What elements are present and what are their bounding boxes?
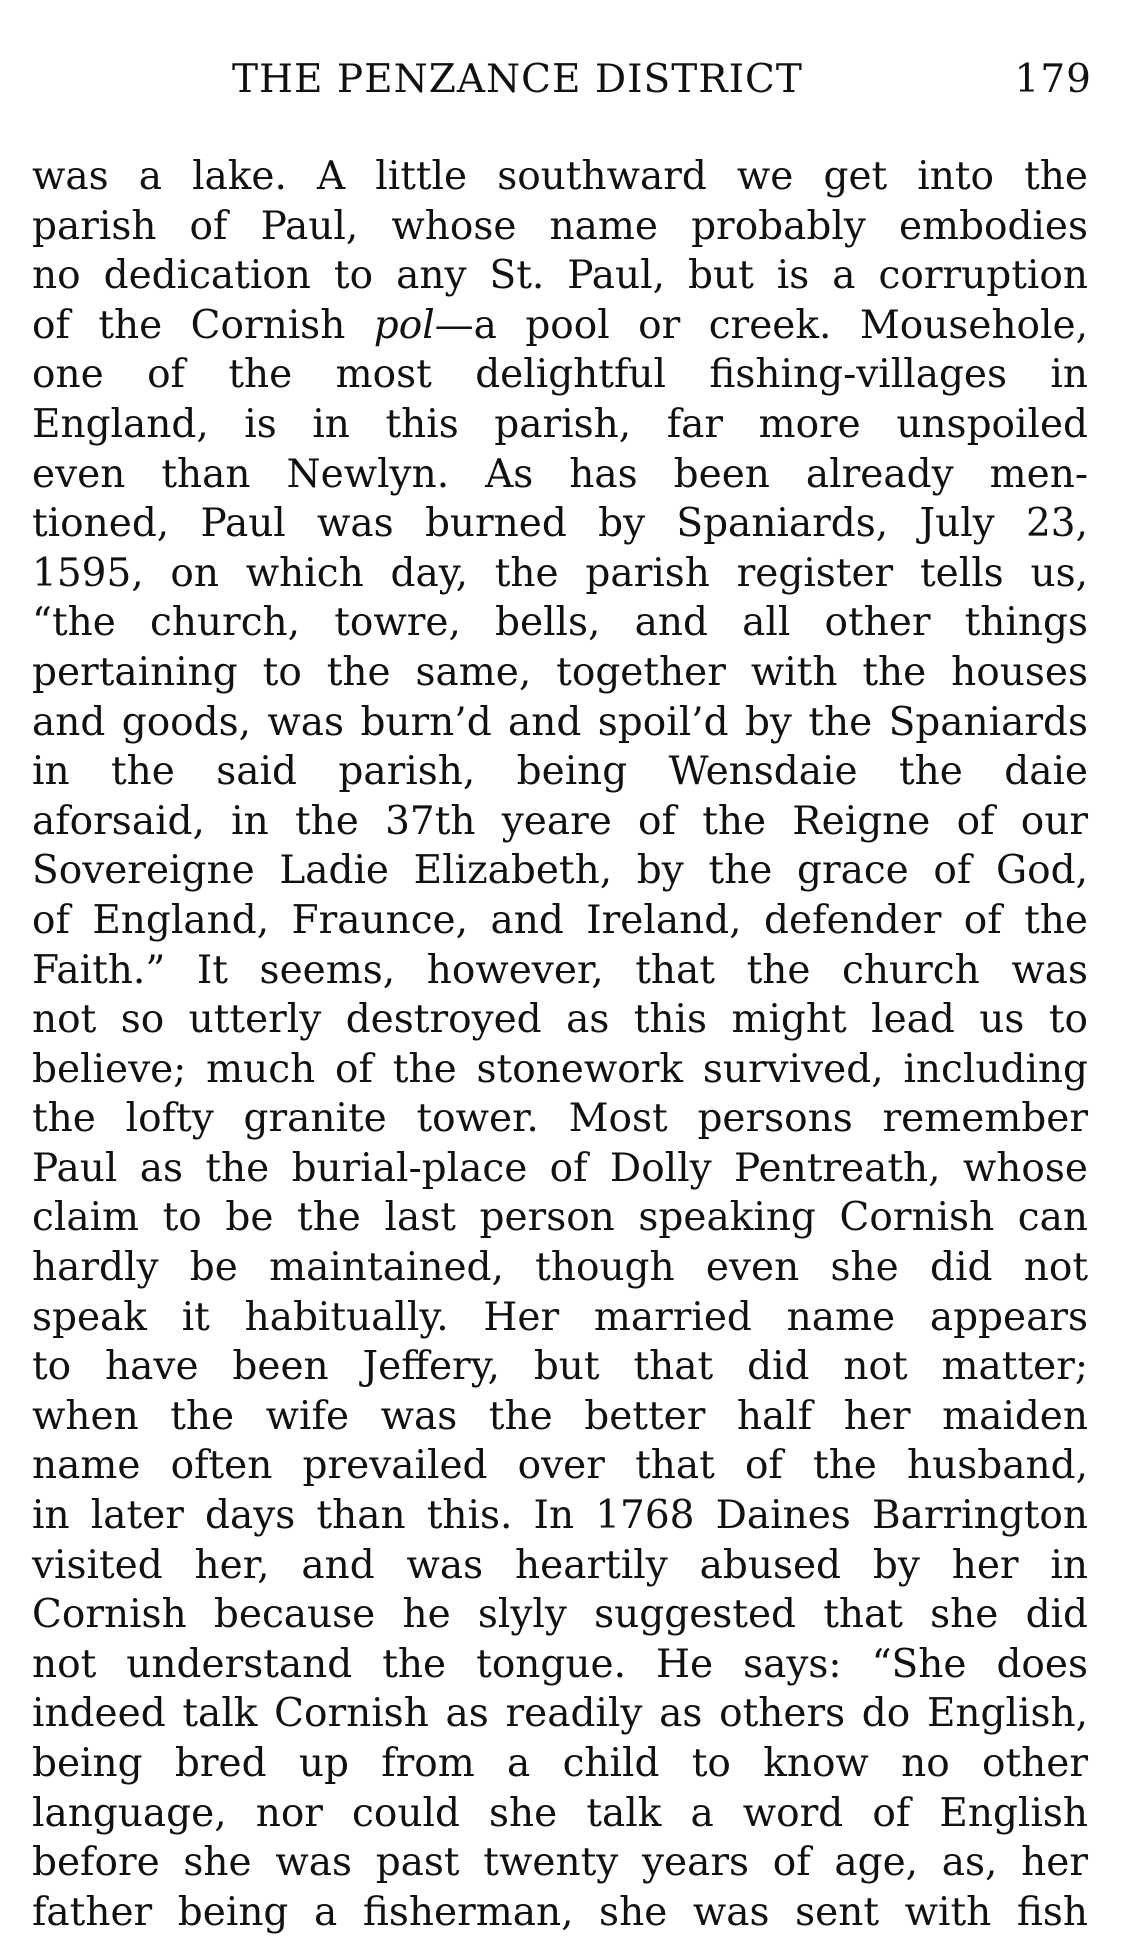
text-line: believe; much of the stonework survived, including — [32, 1046, 1088, 1092]
text-line: name often prevailed over that of the husband, — [32, 1443, 1088, 1489]
text-line: in the said parish, being Wensdaie the daie — [32, 749, 1088, 795]
text-line: 1595, on which day, the parish register tells us, — [32, 550, 1088, 596]
text-line: hardly be maintained, though even she did not — [32, 1245, 1088, 1291]
text-line: Sovereigne Ladie Elizabeth, by the grace of God, — [32, 848, 1088, 894]
text-line: when the wife was the better half her maiden — [32, 1393, 1088, 1439]
text-line: parish of Paul, whose name probably embodies — [32, 203, 1088, 249]
text-line: before she was past twenty years of age, as, her — [32, 1840, 1088, 1886]
text-line: England, is in this parish, far more unspoiled — [32, 401, 1088, 447]
text-line: one of the most delightful fishing-villages in — [32, 352, 1088, 398]
text-line: father being a fisherman, she was sent with fish — [32, 1889, 1088, 1935]
text-line: not so utterly destroyed as this might lead us to — [32, 997, 1088, 1043]
text-line: claim to be the last person speaking Cornish can — [32, 1195, 1088, 1241]
body-text — [32, 152, 1088, 1937]
running-title: THE PENZANCE DISTRICT — [232, 57, 803, 102]
text-line: to have been Jeffery, but that did not matter; — [32, 1344, 1088, 1390]
text-line: Faith.” It seems, however, that the church was — [32, 947, 1088, 993]
text-line: of the Cornish pol—a pool or creek. Mousehole, — [32, 302, 1088, 348]
text-line: no dedication to any St. Paul, but is a corruption — [32, 253, 1088, 299]
page-number: 179 — [1014, 57, 1092, 102]
text-line: of England, Fraunce, and Ireland, defender of the — [32, 897, 1088, 943]
text-line: not understand the tongue. He says: “She does — [32, 1641, 1088, 1687]
text-line: Cornish because he slyly suggested that she did — [32, 1592, 1088, 1638]
text-line: Paul as the burial-place of Dolly Pentreath, whose — [32, 1145, 1088, 1191]
text-line: “the church, towre, bells, and all other things — [32, 600, 1088, 646]
text-line: indeed talk Cornish as readily as others do English, — [32, 1691, 1088, 1737]
text-line: language, nor could she talk a word of English — [32, 1790, 1088, 1836]
text-line: even than Newlyn. As has been already men- — [32, 451, 1088, 497]
text-line: was a lake. A little southward we get into the — [32, 154, 1088, 199]
text-line: the lofty granite tower. Most persons remember — [32, 1096, 1088, 1142]
text-line: aforsaid, in the 37th yeare of the Reigne of our — [32, 798, 1088, 844]
italic-word: pol — [373, 302, 435, 348]
text-line: in later days than this. In 1768 Daines Barrington — [32, 1493, 1088, 1539]
text-line: speak it habitually. Her married name appears — [32, 1294, 1088, 1340]
text-line: pertaining to the same, together with the houses — [32, 649, 1088, 695]
text-line: tioned, Paul was burned by Spaniards, July 23, — [32, 501, 1088, 547]
running-head — [232, 52, 1092, 108]
text-line: being bred up from a child to know no other — [32, 1741, 1088, 1786]
text-line: and goods, was burn’d and spoil’d by the Spaniards — [32, 699, 1088, 745]
text-line: visited her, and was heartily abused by her in — [32, 1542, 1088, 1588]
